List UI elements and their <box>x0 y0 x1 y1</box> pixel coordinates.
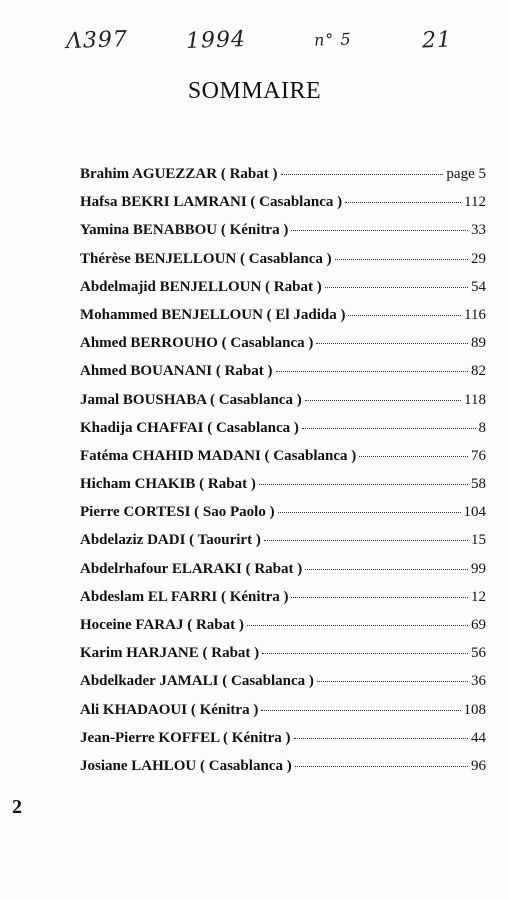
toc-entry <box>80 645 486 673</box>
toc-entry-page: 108 <box>463 701 486 718</box>
toc-entry <box>80 561 486 589</box>
toc-entry-page: page 5 <box>446 166 486 182</box>
toc-entry-author: Ahmed BOUANANI ( Rabat ) <box>80 363 273 380</box>
dotted-leader <box>345 202 461 203</box>
dotted-leader <box>259 484 468 485</box>
toc-entry <box>80 194 486 222</box>
page-number: 2 <box>12 796 22 818</box>
toc-entry-page: 33 <box>471 222 486 239</box>
dotted-leader <box>262 653 468 654</box>
toc-entry-page: 99 <box>471 560 486 577</box>
toc-entry-page: 116 <box>464 306 486 323</box>
dotted-leader <box>335 259 468 260</box>
toc-entry <box>80 532 486 560</box>
toc-entry-author: Ahmed BERROUHO ( Casablanca ) <box>80 335 314 352</box>
toc-entry-author: Hafsa BEKRI LAMRANI ( Casablanca ) <box>80 194 343 211</box>
toc-entry-author: Abdelkader JAMALI ( Casablanca ) <box>80 673 314 690</box>
dotted-leader <box>294 738 468 739</box>
toc-entry-page: 76 <box>471 447 486 464</box>
toc-entry <box>80 589 486 617</box>
toc-entry <box>80 222 486 250</box>
toc-entry-author: Mohammed BENJELLOUN ( El Jadida ) <box>80 306 346 323</box>
handwritten-annotation: Λ397 <box>65 26 129 55</box>
toc-entry <box>80 758 486 786</box>
toc-entry-author: Jamal BOUSHABA ( Casablanca ) <box>80 391 302 408</box>
toc-entry-page: 56 <box>471 645 486 662</box>
toc-entry-page: 104 <box>463 504 486 521</box>
dotted-leader <box>302 428 476 429</box>
toc-entry <box>80 730 486 758</box>
toc-entry <box>80 363 486 391</box>
toc-entry-author: Khadija CHAFFAI ( Casablanca ) <box>80 419 299 436</box>
toc-entry-author: Hicham CHAKIB ( Rabat ) <box>80 476 256 493</box>
toc-entry-author: Abdelmajid BENJELLOUN ( Rabat ) <box>80 278 322 295</box>
toc-entry-page: 118 <box>464 391 486 408</box>
dotted-leader <box>278 512 461 513</box>
dotted-leader <box>295 766 468 767</box>
toc-entry-page: 112 <box>464 194 486 211</box>
toc-entry <box>80 251 486 279</box>
toc-entry-page: 96 <box>471 757 486 774</box>
toc-entry <box>80 392 486 420</box>
toc-entry <box>80 617 486 645</box>
dotted-leader <box>305 569 468 570</box>
dotted-leader <box>264 540 468 541</box>
toc-entry-author: Abdeslam EL FARRI ( Kénitra ) <box>80 588 289 605</box>
toc-entry-page: 89 <box>471 335 486 352</box>
toc-entry-author: Hoceine FARAJ ( Rabat ) <box>80 617 244 633</box>
toc-entry <box>80 673 486 701</box>
dotted-leader <box>281 174 444 175</box>
dotted-leader <box>247 625 468 626</box>
toc-entry-author: Yamina BENABBOU ( Kénitra ) <box>80 222 289 239</box>
toc-entry-page: 69 <box>471 617 486 633</box>
toc-entry-page: 15 <box>471 532 486 549</box>
dotted-leader <box>316 343 468 344</box>
toc-entry-page: 8 <box>478 419 486 436</box>
handwritten-annotation: 21 <box>421 27 453 54</box>
toc-entry <box>80 307 486 335</box>
toc-entry <box>80 476 486 504</box>
toc-entry-author: Abdelaziz DADI ( Taourirt ) <box>80 532 261 549</box>
toc-entry-author: Brahim AGUEZZAR ( Rabat ) <box>80 166 278 182</box>
dotted-leader <box>348 315 461 316</box>
toc-entry-page: 44 <box>471 729 486 746</box>
toc-entry-page: 36 <box>471 673 486 690</box>
dotted-leader <box>291 230 468 231</box>
toc-entry <box>80 279 486 307</box>
toc-entry-author: Thérèse BENJELLOUN ( Casablanca ) <box>80 250 332 267</box>
toc-entry-page: 82 <box>471 363 486 380</box>
dotted-leader <box>261 710 460 711</box>
toc-entry-page: 12 <box>471 588 486 605</box>
toc-entry <box>80 335 486 363</box>
toc-entry <box>80 504 486 532</box>
dotted-leader <box>325 287 468 288</box>
dotted-leader <box>317 681 468 682</box>
toc-entry-author: Fatéma CHAHID MADANI ( Casablanca ) <box>80 447 357 464</box>
toc-entry <box>80 420 486 448</box>
table-of-contents <box>80 166 486 786</box>
toc-entry-author: Pierre CORTESI ( Sao Paolo ) <box>80 504 275 521</box>
toc-entry <box>80 702 486 730</box>
handwritten-annotation: n° 5 <box>313 29 352 50</box>
toc-entry-author: Jean-Pierre KOFFEL ( Kénitra ) <box>80 729 291 746</box>
dotted-leader <box>305 400 461 401</box>
toc-entry-author: Ali KHADAOUI ( Kénitra ) <box>80 701 259 718</box>
dotted-leader <box>359 456 468 457</box>
dotted-leader <box>276 371 468 372</box>
toc-entry-author: Karim HARJANE ( Rabat ) <box>80 645 260 662</box>
handwritten-annotation: 1994 <box>185 26 247 55</box>
toc-entry <box>80 166 486 194</box>
toc-entry-author: Abdelrhafour ELARAKI ( Rabat ) <box>80 560 303 577</box>
toc-entry-page: 58 <box>471 476 486 493</box>
toc-entry-page: 29 <box>471 250 486 267</box>
toc-entry <box>80 448 486 476</box>
toc-entry-page: 54 <box>471 278 486 295</box>
dotted-leader <box>291 597 468 598</box>
toc-entry-author: Josiane LAHLOU ( Casablanca ) <box>80 757 292 774</box>
page-title: SOMMAIRE <box>187 78 322 104</box>
